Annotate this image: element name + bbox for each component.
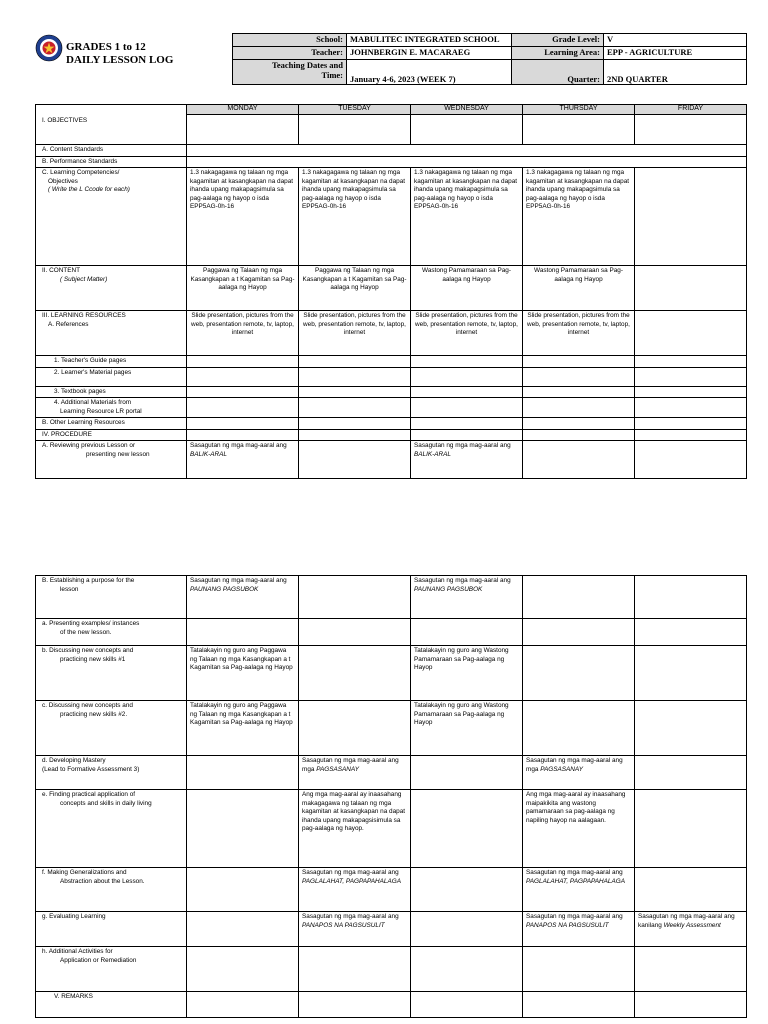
evaluating-tuesday-em: PANAPOS NA PAGSUSULIT [302,921,385,929]
generalization-thursday [523,868,635,912]
competency-wednesday: 1.3 nakagagawa ng talaan ng mga kagamitan at kasangkapan na dapat ihanda upang makapagsimula sa pag-aalaga ng hayop o isda EPP5AG-0h-16 [411,168,523,266]
resources-label-1: III. LEARNING RESOURCES [42,312,126,319]
cell [411,992,523,1018]
cell [635,576,747,619]
application-label [36,790,187,868]
cell [299,441,411,479]
reviewing-label [36,441,187,479]
teachers-guide-label: 1. Teacher's Guide pages [36,356,187,368]
objectives-heading: I. OBJECTIVES [36,105,187,145]
evaluating-friday [635,912,747,947]
content-wednesday: Wastong Pamamaraan sa Pag-aalaga ng Hayop [411,266,523,311]
cell [299,701,411,756]
cell [635,790,747,868]
application-thursday: Ang mga mag-aaral ay inaasahang maipakikita ang wastong pamamaraan sa pag-aalaga ng napiling hayop na aalagaan. [523,790,635,868]
cell [523,429,635,441]
discussing-2-label-2: practicing new skills #2. [60,710,128,718]
discussing-2-label-1: c. Discussing new concepts and [42,702,133,709]
performance-standards-label: B. Performance Standards [36,156,187,168]
cell [187,145,747,157]
cell [187,868,299,912]
cell [299,398,411,418]
cell [411,912,523,947]
content-tuesday: Paggawa ng Talaan ng mga Kasangkapan a t Kagamitan sa Pag-aalaga ng Hayop [299,266,411,311]
dates-label [233,60,347,85]
dates-value: January 4-6, 2023 (WEEK 7) [347,60,512,85]
evaluating-thursday-em: PANAPOS NA PAGSUSULIT [526,921,609,929]
school-value: MABULITEC INTEGRATED SCHOOL [347,34,512,47]
cell [411,386,523,398]
cell [635,701,747,756]
cell [523,386,635,398]
cell [523,646,635,701]
cell [187,992,299,1018]
cell [411,418,523,430]
additional-activities-label [36,947,187,992]
application-tuesday: Ang mga mag-aaral ay inaasahang makagagawa ng talaan ng mga kagamitan at kasangkapan na dapat ihanda upang makapagsisimula sa pag-aalaga ng hayop. [299,790,411,868]
cell [635,367,747,386]
cell [299,576,411,619]
purpose-monday-text: Sasagutan ng mga mag-aaral ang [190,577,287,584]
cell [187,429,299,441]
generalization-label-1: f. Making Generalizations and [42,869,127,876]
content-label [36,266,187,311]
cell [411,115,523,145]
resources-label-2: A. References [48,320,89,328]
cell [411,429,523,441]
content-standards-label: A. Content Standards [36,145,187,157]
mastery-tuesday [299,756,411,790]
cell [523,398,635,418]
learners-material-label: 2. Learner's Material pages [36,367,187,386]
competency-thursday: 1.3 nakagagawa ng talaan ng mga kagamitan at kasangkapan na dapat ihanda upang makapagsimula sa pag-aalaga ng hayop o isda EPP5AG-0h-16 [523,168,635,266]
evaluating-friday-text: Sasagutan ng mga mag-aaral ang kanilang [638,913,735,929]
remarks-label: V. REMARKS [36,992,187,1018]
procedure-label: IV. PROCEDURE [36,429,187,441]
discussing-1-monday: Tatalakayin ng guro ang Paggawa ng Talaan ng mga Kasangkapan a t Kagamitan sa Pag-aalaga ng Hayop [187,646,299,701]
cell [635,386,747,398]
reviewing-wednesday-text: Sasagutan ng mga mag-aaral ang [414,442,511,449]
mastery-thursday-em: PAGSASANAY [540,765,583,773]
cell [635,868,747,912]
cell [635,429,747,441]
cell [299,429,411,441]
quarter-label: Quarter: [512,60,604,85]
competency-monday: 1.3 nakagagawa ng talaan ng mga kagamitan at kasangkapan na dapat ihanda upang makapagsimula sa pag-aalaga ng hayop o isda EPP5AG-0h-16 [187,168,299,266]
cell [187,367,299,386]
school-label: School: [233,34,347,47]
cell [187,790,299,868]
cell [299,356,411,368]
discussing-2-label [36,701,187,756]
cell [187,756,299,790]
cell [299,992,411,1018]
cell [635,619,747,646]
content-label-2: ( Subject Matter) [60,275,108,283]
teacher-label: Teacher: [233,47,347,60]
application-label-1: e. Finding practical application of [42,791,136,798]
cell [635,646,747,701]
cell [187,356,299,368]
resources-monday: Slide presentation, pictures from the web, presentation remote, tv, laptop, internet [187,311,299,356]
mastery-tuesday-em: PAGSASANAY [316,765,359,773]
mastery-thursday-text: Sasagutan ng mga mag-aaral ang mga [526,757,623,773]
cell [523,367,635,386]
dates-label-line-1: Teaching Dates and [271,60,343,70]
cell [523,356,635,368]
competencies-label-2: Objectives [48,177,78,185]
cell [523,418,635,430]
cell [523,441,635,479]
deped-seal-icon [35,34,63,62]
cell [523,115,635,145]
cell [635,168,747,266]
purpose-label [36,576,187,619]
cell [635,756,747,790]
cell [187,619,299,646]
additional-materials-label [36,398,187,418]
mastery-tuesday-text: Sasagutan ng mga mag-aaral ang mga [302,757,399,773]
evaluating-friday-em: Weekly Assessment [663,921,721,929]
cell [411,790,523,868]
title-line-2: DAILY LESSON LOG [66,54,174,66]
cell [411,619,523,646]
cell [187,418,299,430]
cell [187,912,299,947]
content-thursday: Wastong Pamamaraan sa Pag-aalaga ng Hayop [523,266,635,311]
purpose-wednesday-text: Sasagutan ng mga mag-aaral ang [414,577,511,584]
examples-label-2: of the new lesson. [60,628,112,636]
discussing-1-wednesday: Tatalakayin ng guro ang Wastong Pamamaraan sa Pag-aalaga ng Hayop [411,646,523,701]
mastery-label [36,756,187,790]
cell [187,947,299,992]
cell [635,992,747,1018]
generalization-label [36,868,187,912]
day-friday: FRIDAY [635,105,747,115]
cell [635,441,747,479]
cell [187,156,747,168]
discussing-2-wednesday: Tatalakayin ng guro ang Wastong Pamamaraan sa Pag-aalaga ng Hayop [411,701,523,756]
title-line-1: GRADES 1 to 12 [66,41,146,53]
teacher-value: JOHNBERGIN E. MACARAEG [347,47,512,60]
cell [299,115,411,145]
day-wednesday: WEDNESDAY [411,105,523,115]
evaluating-tuesday [299,912,411,947]
reviewing-monday-text: Sasagutan ng mga mag-aaral ang [190,442,287,449]
purpose-wednesday-em: PAUNANG PAGSUBOK [414,585,483,593]
examples-label [36,619,187,646]
resources-label [36,311,187,356]
deped-logo [35,34,63,62]
cell [635,311,747,356]
other-resources-label: B. Other Learning Resources [36,418,187,430]
cell [187,115,299,145]
header-info-table [232,33,747,85]
cell [523,619,635,646]
cell [411,367,523,386]
content-monday: Paggawa ng Talaan ng mga Kasangkapan a t Kagamitan sa Pag-aalaga ng Hayop [187,266,299,311]
day-thursday: THURSDAY [523,105,635,115]
reviewing-label-2: presenting new lesson [86,450,150,458]
purpose-label-2: lesson [60,585,79,593]
resources-thursday: Slide presentation, pictures from the web, presentation remote, tv, laptop, internet [523,311,635,356]
grade-value: V [604,34,747,47]
mastery-label-2: (Lead to Formative Assessment 3) [42,765,140,773]
cell [635,398,747,418]
cell [299,367,411,386]
cell [635,947,747,992]
discussing-1-label [36,646,187,701]
purpose-label-1: B. Establishing a purpose for the [42,577,135,584]
additional-materials-2: Learning Resource LR portal [60,407,142,415]
cell [635,418,747,430]
purpose-monday [187,576,299,619]
cell [411,756,523,790]
competency-tuesday: 1.3 nakagagawa ng talaan ng mga kagamitan at kasangkapan na dapat ihanda upang makapagsimula sa pag-aalaga ng hayop o isda EPP5AG-0h-16 [299,168,411,266]
cell [411,398,523,418]
additional-materials-1: 4. Additional Materials from [54,399,132,406]
cell [187,386,299,398]
grade-label: Grade Level: [512,34,604,47]
dates-label-line-2: Time: [321,70,343,80]
cell [411,868,523,912]
generalization-tuesday-em: PAGLALAHAT, PAGPAPAHALAGA [302,877,401,885]
generalization-tuesday [299,868,411,912]
resources-wednesday: Slide presentation, pictures from the web, presentation remote, tv, laptop, internet [411,311,523,356]
cell [299,418,411,430]
mastery-label-1: d. Developing Mastery [42,757,106,764]
additional-activities-2: Application or Remediation [60,956,137,964]
cell [635,266,747,311]
application-label-2: concepts and skills in daily living [60,799,152,807]
day-tuesday: TUESDAY [299,105,411,115]
purpose-monday-em: PAUNANG PAGSUBOK [190,585,259,593]
competencies-label-3: ( Write the L Ccode for each) [48,186,130,193]
generalization-label-2: Abstraction about the Lesson. [60,877,145,885]
evaluating-label: g. Evaluating Learning [36,912,187,947]
log-title [66,41,173,67]
competencies-label-1: C. Learning Competencies/ [42,169,120,176]
cell [411,947,523,992]
cell [187,398,299,418]
resources-tuesday: Slide presentation, pictures from the web, presentation remote, tv, laptop, internet [299,311,411,356]
discussing-1-label-2: practicing new skills #1 [60,655,126,663]
competencies-label [36,168,187,266]
reviewing-monday [187,441,299,479]
quarter-value: 2ND QUARTER [604,60,747,85]
discussing-2-monday: Tatalakayin ng guro ang Paggawa ng Talaan ng mga Kasangkapan a t Kagamitan sa Pag-aalaga ng Hayop [187,701,299,756]
evaluating-thursday-text: Sasagutan ng mga mag-aaral ang [526,913,623,920]
cell [635,356,747,368]
reviewing-wednesday [411,441,523,479]
cell [523,992,635,1018]
evaluating-tuesday-text: Sasagutan ng mga mag-aaral ang [302,913,399,920]
cell [635,115,747,145]
reviewing-monday-em: BALIK-ARAL [190,450,227,458]
lesson-log-table-1 [35,104,747,479]
purpose-wednesday [411,576,523,619]
day-monday: MONDAY [187,105,299,115]
area-label: Learning Area: [512,47,604,60]
cell [523,947,635,992]
reviewing-wednesday-em: BALIK-ARAL [414,450,451,458]
evaluating-thursday [523,912,635,947]
cell [299,947,411,992]
cell [299,386,411,398]
cell [523,576,635,619]
additional-activities-1: h. Additional Activities for [42,948,113,955]
cell [523,701,635,756]
textbook-label: 3. Textbook pages [36,386,187,398]
cell [411,356,523,368]
content-label-1: II. CONTENT [42,267,80,274]
reviewing-label-1: A. Reviewing previous Lesson or [42,442,136,449]
discussing-1-label-1: b. Discussing new concepts and [42,647,134,654]
examples-label-1: a. Presenting examples/ instances [42,620,140,627]
cell [299,619,411,646]
area-value: EPP - AGRICULTURE [604,47,747,60]
cell [299,646,411,701]
generalization-thursday-em: PAGLALAHAT, PAGPAPAHALAGA [526,877,625,885]
mastery-thursday [523,756,635,790]
lesson-log-table-2 [35,575,747,1018]
generalization-tuesday-text: Sasagutan ng mga mag-aaral ang [302,869,399,876]
generalization-thursday-text: Sasagutan ng mga mag-aaral ang [526,869,623,876]
